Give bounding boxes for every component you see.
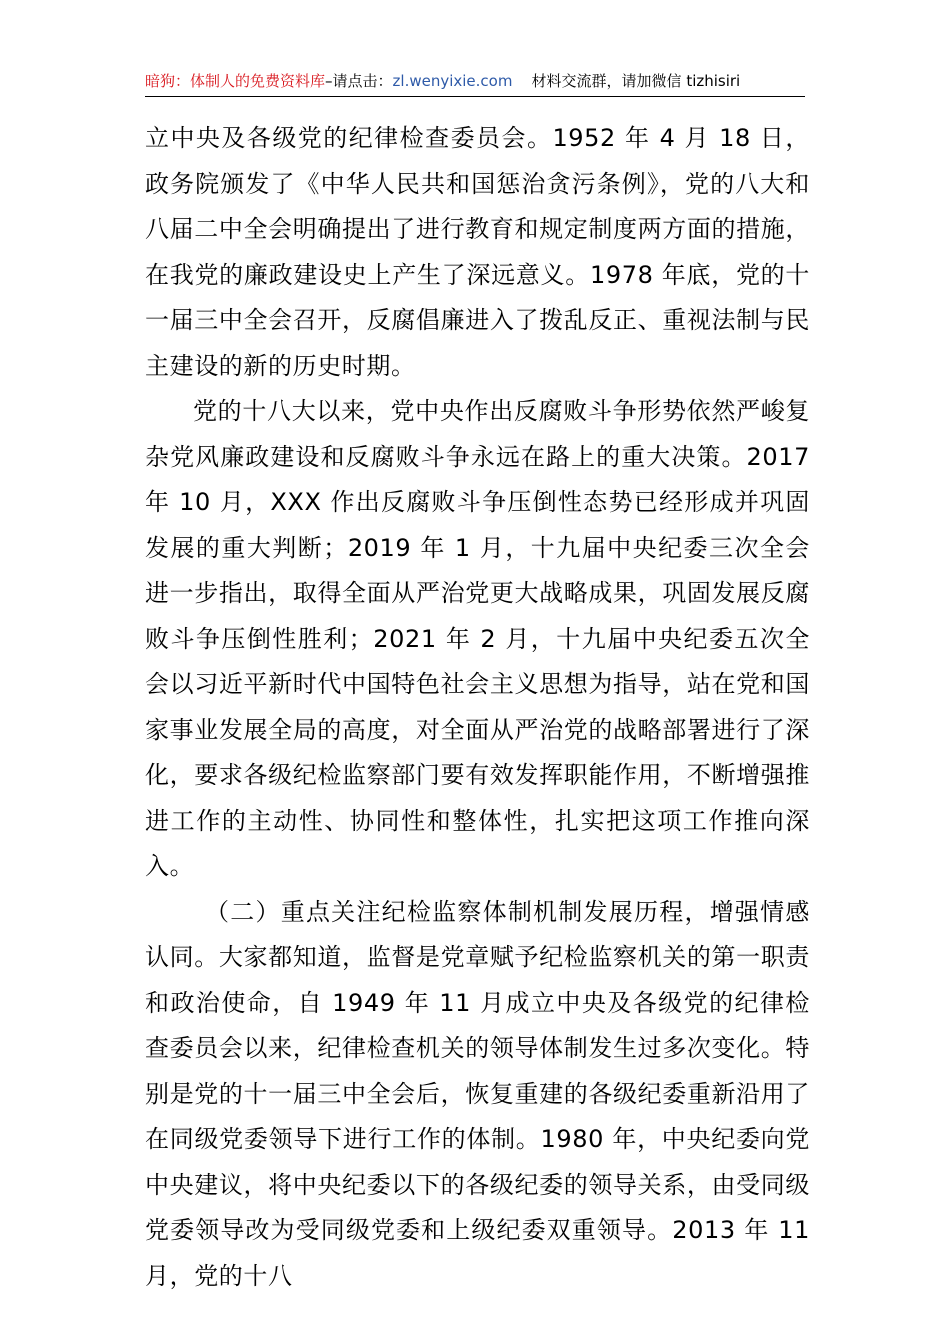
header-note: 材料交流群，请加微信 tizhisiri	[531, 72, 741, 90]
header-prompt: –请点击：	[325, 72, 393, 90]
paragraph-3: （二）重点关注纪检监察体制机制发展历程，增强情感认同。大家都知道，监督是党章赋予纪检监察机关的第一职责和政治使命，自 1949 年 11 月成立中央及各级党的纪律检查委员会以来，纪律检查机关的领导体制发生过多次变化。特别是党的十一届三中全会后，恢复重建的各级纪委重新沿用了在同级党委领导下进行工作的体制。1980 年，中央纪委向党中央建议，将中央纪委以下的各级纪委的领导关系，由受同级党委领导改为受同级党委和上级纪委双重领导。2013 年 11 月，党的十八	[145, 897, 810, 1290]
header-url-link[interactable]: zl.wenyixie.com	[392, 72, 513, 90]
paragraph-2: 党的十八大以来，党中央作出反腐败斗争形势依然严峻复杂党风廉政建设和反腐败斗争永远在路上的重大决策。2017 年 10 月，XXX 作出反腐败斗争压倒性态势已经形成并巩固发展的重大判断；2019 年 1 月，十九届中央纪委三次全会进一步指出，取得全面从严治党更大战略成果，巩固发展反腐败斗争压倒性胜利；2021 年 2 月，十九届中央纪委五次全会以习近平新时代中国特色社会主义思想为指导，站在党和国家事业发展全局的高度，对全面从严治党的战略部署进行了深化，要求各级纪检监察部门要有效发挥职能作用，不断增强推进工作的主动性、协同性和整体性，扎实把这项工作推向深入。	[145, 397, 810, 880]
document-body	[145, 116, 810, 1299]
header-site-name: 暗狗：体制人的免费资料库	[145, 72, 326, 90]
page-header	[145, 70, 805, 97]
paragraph-1: 立中央及各级党的纪律检查委员会。1952 年 4 月 18 日，政务院颁发了《中华人民共和国惩治贪污条例》，党的八大和八届二中全会明确提出了进行教育和规定制度两方面的措施，在我党的廉政建设史上产生了深远意义。1978 年底，党的十一届三中全会召开，反腐倡廉进入了拨乱反正、重视法制与民主建设的新的历史时期。	[145, 124, 810, 380]
